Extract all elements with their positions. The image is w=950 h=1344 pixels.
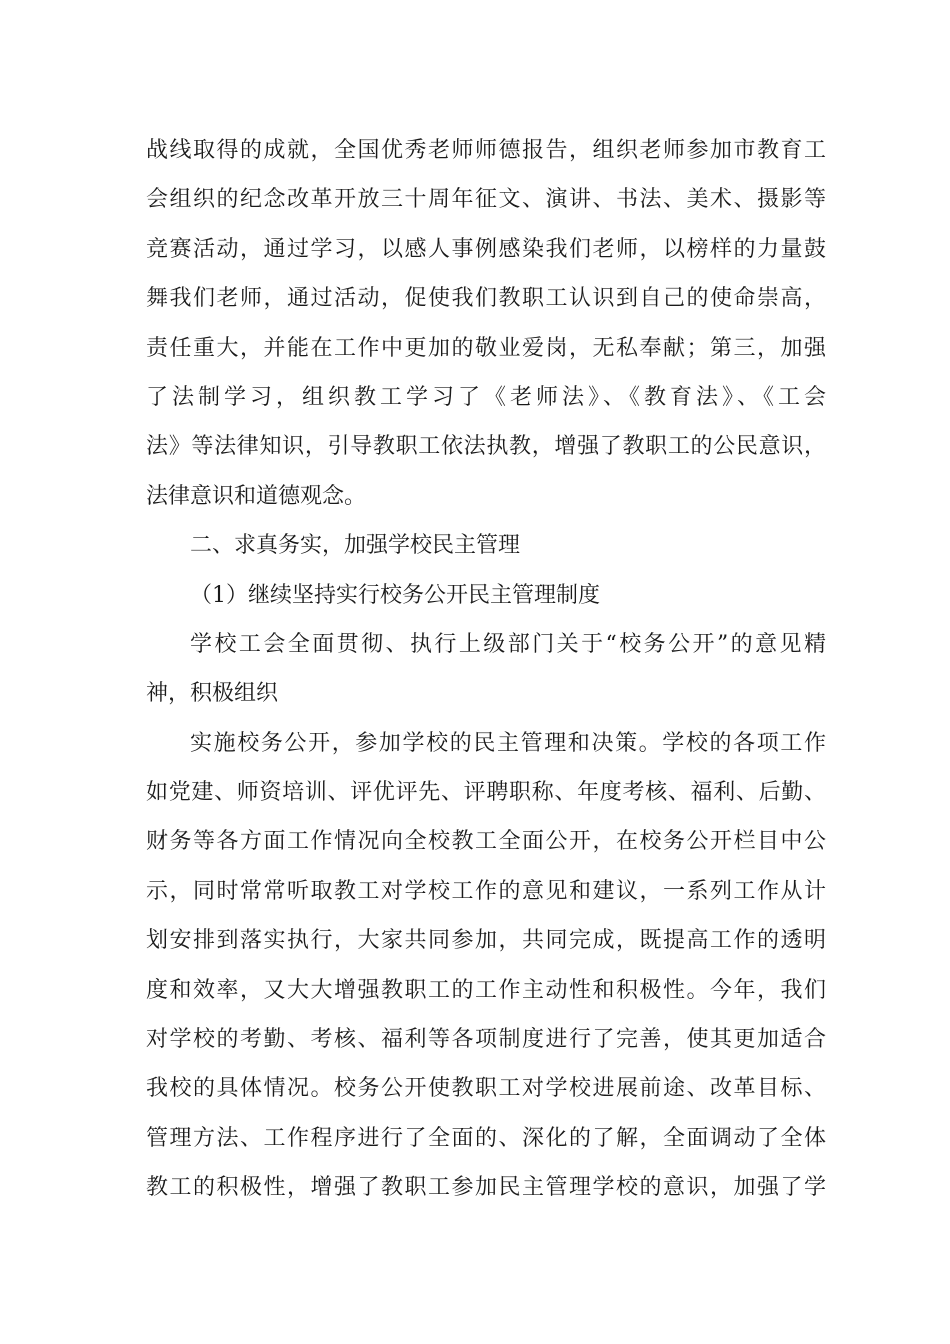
text-line: 如党建、师资培训、评优评先、评聘职称、年度考核、福利、后勤、 — [146, 780, 826, 806]
text-line: 法律意识和道德观念。 — [146, 483, 367, 509]
text-line: 竞赛活动，通过学习，以感人事例感染我们老师，以榜样的力量鼓 — [146, 236, 826, 262]
text-line: 划安排到落实执行，大家共同参加，共同完成，既提高工作的透明 — [146, 928, 826, 954]
text-line: 教工的积极性，增强了教职工参加民主管理学校的意识，加强了学 — [146, 1175, 826, 1201]
text-line: 度和效率，又大大增强教职工的工作主动性和积极性。今年，我们 — [146, 977, 826, 1003]
text-line: 责任重大，并能在工作中更加的敬业爱岗，无私奉献；第三，加强 — [146, 335, 826, 361]
paragraph-start-line: 实施校务公开，参加学校的民主管理和决策。学校的各项工作 — [190, 730, 826, 756]
text-line: 财务等各方面工作情况向全校教工全面公开，在校务公开栏目中公 — [146, 829, 826, 855]
text-line: 神，积极组织 — [146, 681, 279, 707]
text-line: 会组织的纪念改革开放三十周年征文、演讲、书法、美术、摄影等 — [146, 187, 826, 213]
subsection-heading: （1）继续坚持实行校务公开民主管理制度 — [190, 582, 600, 608]
paragraph-start-line: 学校工会全面贯彻、执行上级部门关于“校务公开”的意见精 — [190, 631, 826, 657]
text-line: 我校的具体情况。校务公开使教职工对学校进展前途、改革目标、 — [146, 1076, 826, 1102]
text-line: 战线取得的成就，全国优秀老师师德报告，组织老师参加市教育工 — [146, 138, 826, 163]
text-line: 舞我们老师，通过活动，促使我们教职工认识到自己的使命崇高， — [146, 286, 826, 312]
text-line: 了法制学习，组织教工学习了《老师法》、《教育法》、《工会 — [146, 384, 826, 410]
text-line: 示，同时常常听取教工对学校工作的意见和建议，一系列工作从计 — [146, 878, 826, 904]
section-heading: 二、求真务实，加强学校民主管理 — [190, 533, 521, 559]
text-line: 管理方法、工作程序进行了全面的、深化的了解，全面调动了全体 — [146, 1125, 826, 1151]
text-line: 法》等法律知识，引导教职工依法执教，增强了教职工的公民意识， — [146, 434, 826, 460]
document-body — [146, 126, 826, 1213]
text-line: 对学校的考勤、考核、福利等各项制度进行了完善，使其更加适合 — [146, 1027, 826, 1053]
